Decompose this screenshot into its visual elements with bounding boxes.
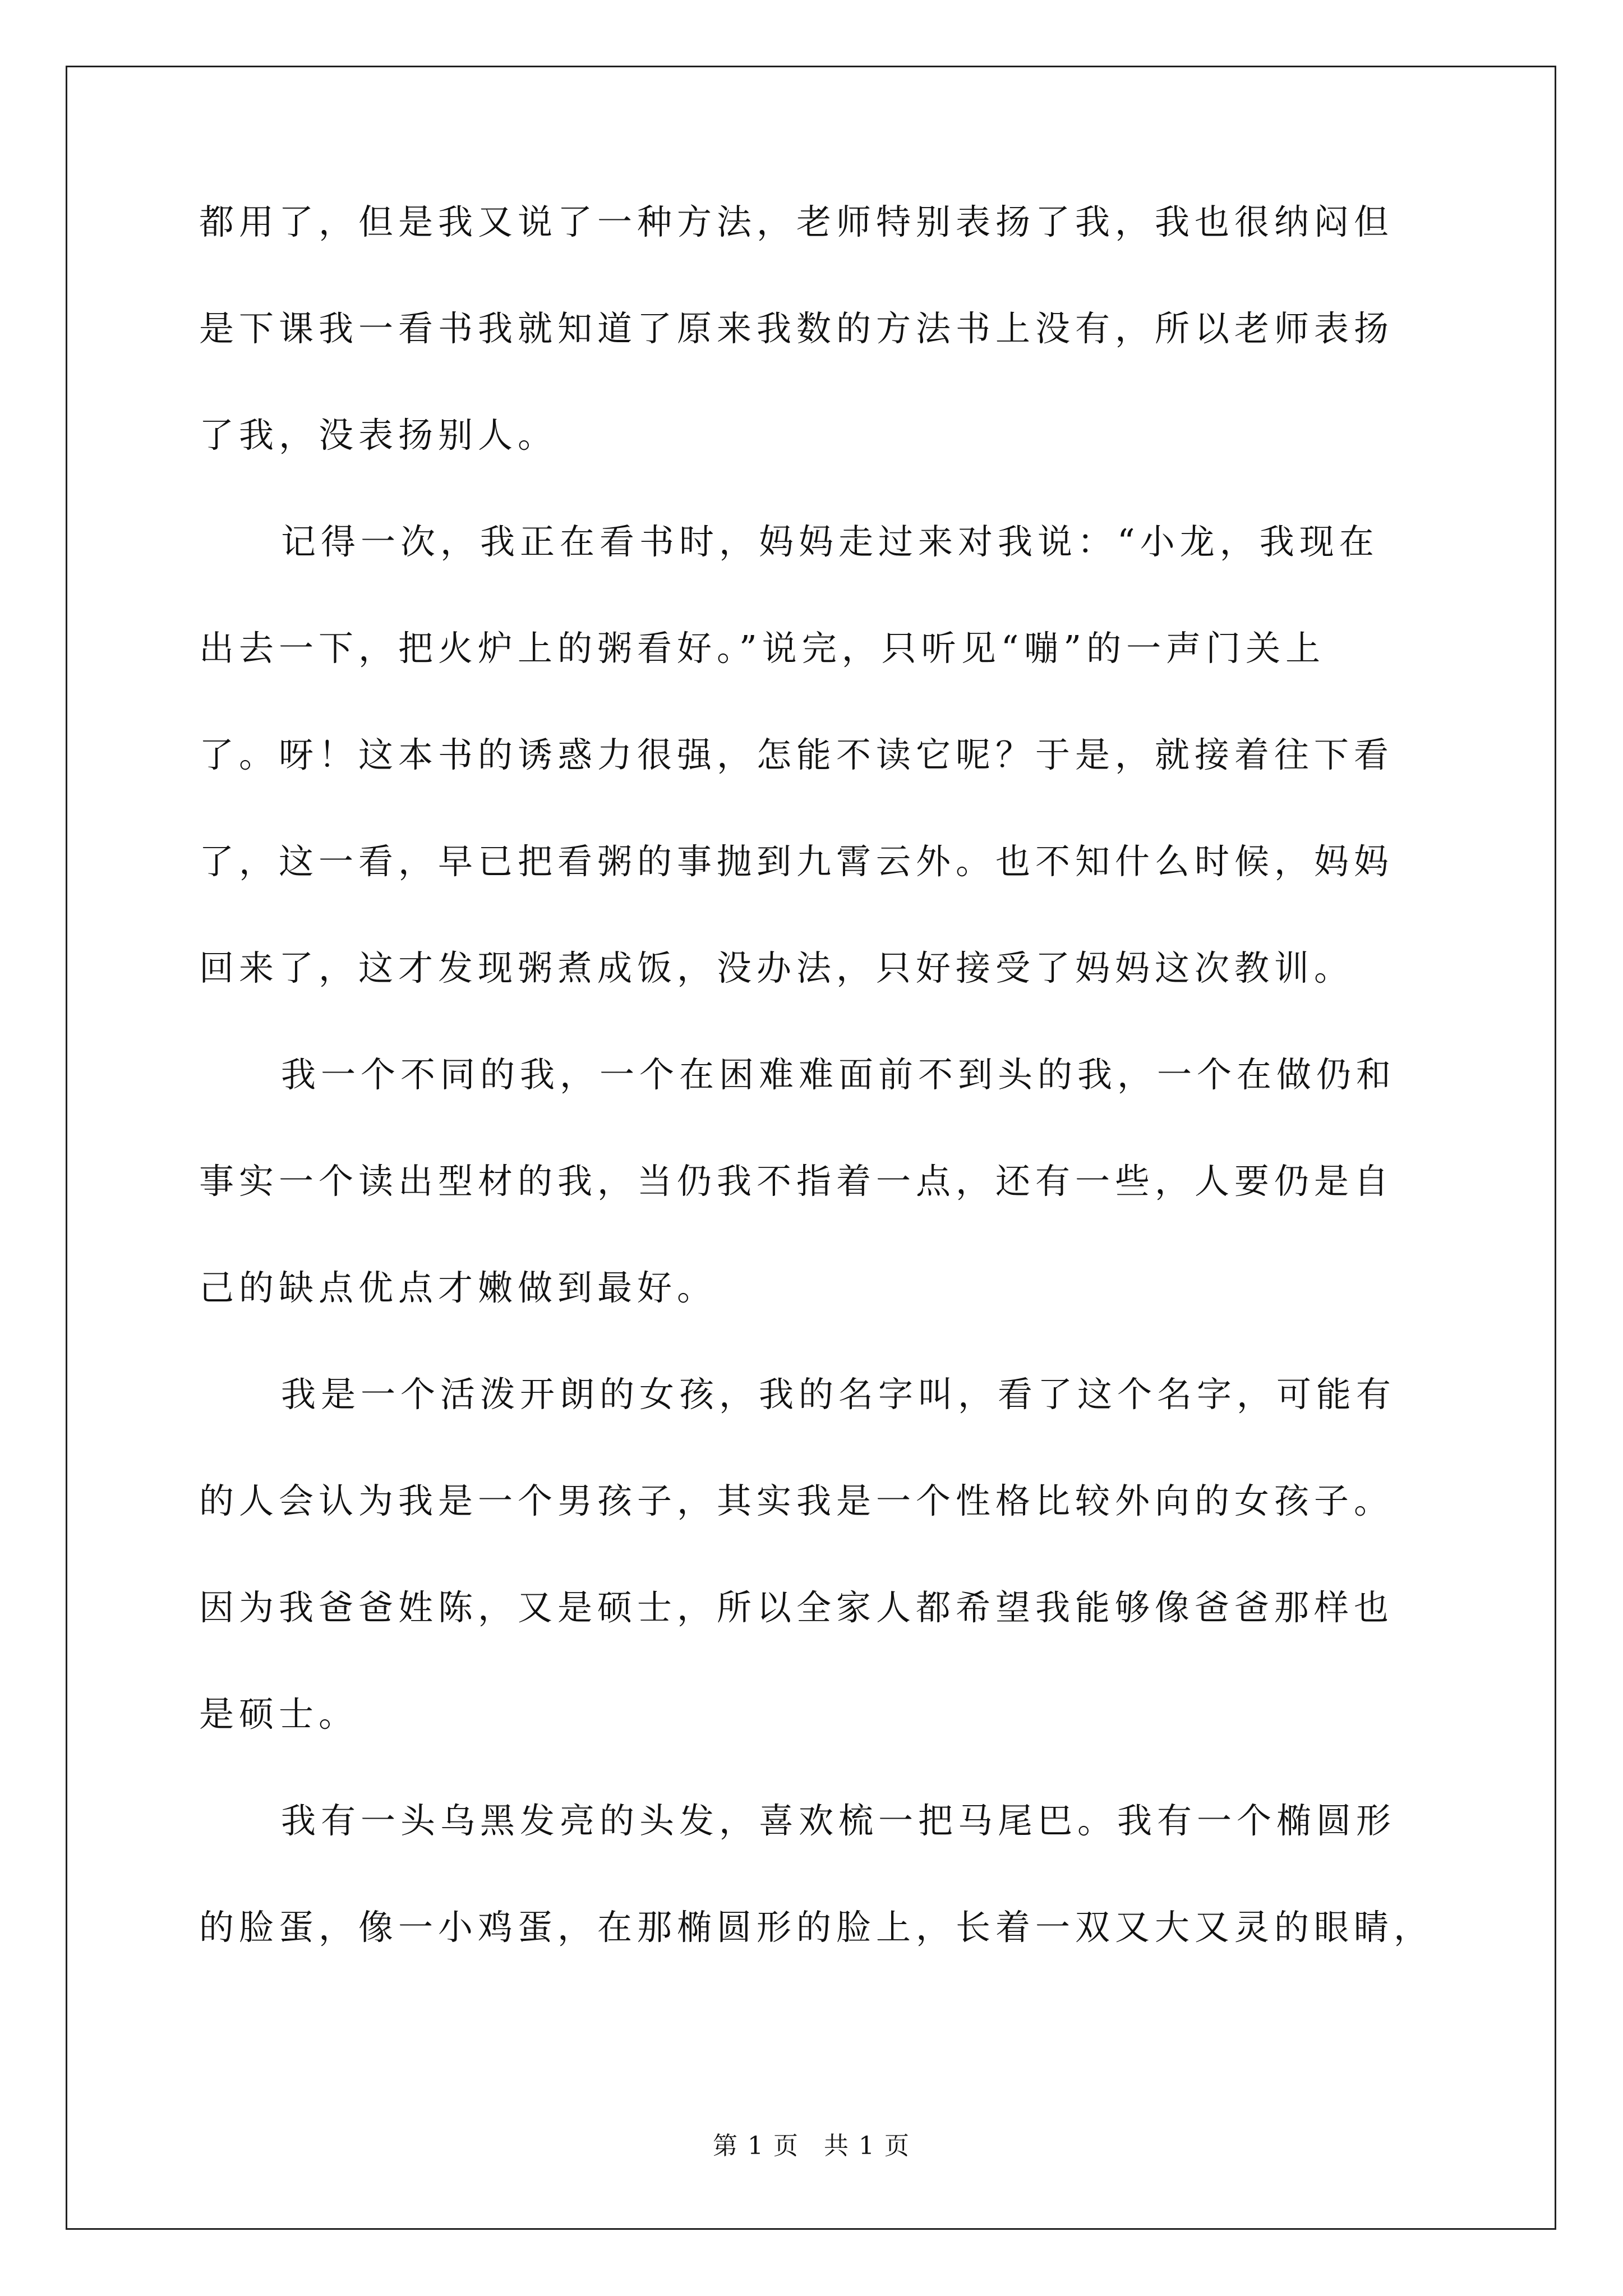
text-line-8: 回来了，这才发现粥煮成饭，没办法，只好接受了妈妈这次教训。 [199, 947, 1354, 988]
text-line-9: 我一个不同的我，一个在困难难面前不到头的我，一个在做仍和 [281, 1054, 1396, 1095]
text-line-11: 己的缺点优点才嫩做到最好。 [199, 1267, 717, 1308]
text-line-6: 了。呀！这本书的诱惑力很强，怎能不读它呢？于是，就接着往下看 [199, 734, 1394, 775]
text-line-13: 的人会认为我是一个男孩子，其实我是一个性格比较外向的女孩子。 [199, 1480, 1394, 1521]
page-footer [0, 2134, 1623, 2159]
text-line-14: 因为我爸爸姓陈，又是硕士，所以全家人都希望我能够像爸爸那样也 [199, 1587, 1394, 1628]
text-line-10: 事实一个读出型材的我，当仍我不指着一点，还有一些，人要仍是自 [199, 1161, 1394, 1202]
text-line-4: 记得一次，我正在看书时，妈妈走过来对我说：“小龙，我现在 [281, 521, 1379, 562]
text-line-2: 是下课我一看书我就知道了原来我数的方法书上没有，所以老师表扬 [199, 308, 1394, 349]
text-line-12: 我是一个活泼开朗的女孩，我的名字叫，看了这个名字，可能有 [281, 1374, 1396, 1415]
text-line-5: 出去一下，把火炉上的粥看好。”说完，只听见“嘣”的一声门关上 [199, 628, 1326, 669]
text-line-17: 的脸蛋，像一小鸡蛋，在那椭圆形的脸上，长着一双又大又灵的眼睛， [199, 1907, 1434, 1948]
page-border [66, 66, 1556, 2230]
page-number: 第 1 页 [713, 2132, 799, 2160]
text-line-1: 都用了，但是我又说了一种方法，老师特别表扬了我，我也很纳闷但 [199, 201, 1394, 242]
text-line-16: 我有一头乌黑发亮的头发，喜欢梳一把马尾巴。我有一个椭圆形 [281, 1800, 1396, 1841]
page-total: 共 1 页 [824, 2132, 910, 2160]
text-line-15: 是硕士。 [199, 1694, 359, 1734]
text-line-7: 了，这一看，早已把看粥的事抛到九霄云外。也不知什么时候，妈妈 [199, 841, 1394, 882]
text-line-3: 了我，没表扬别人。 [199, 415, 558, 455]
